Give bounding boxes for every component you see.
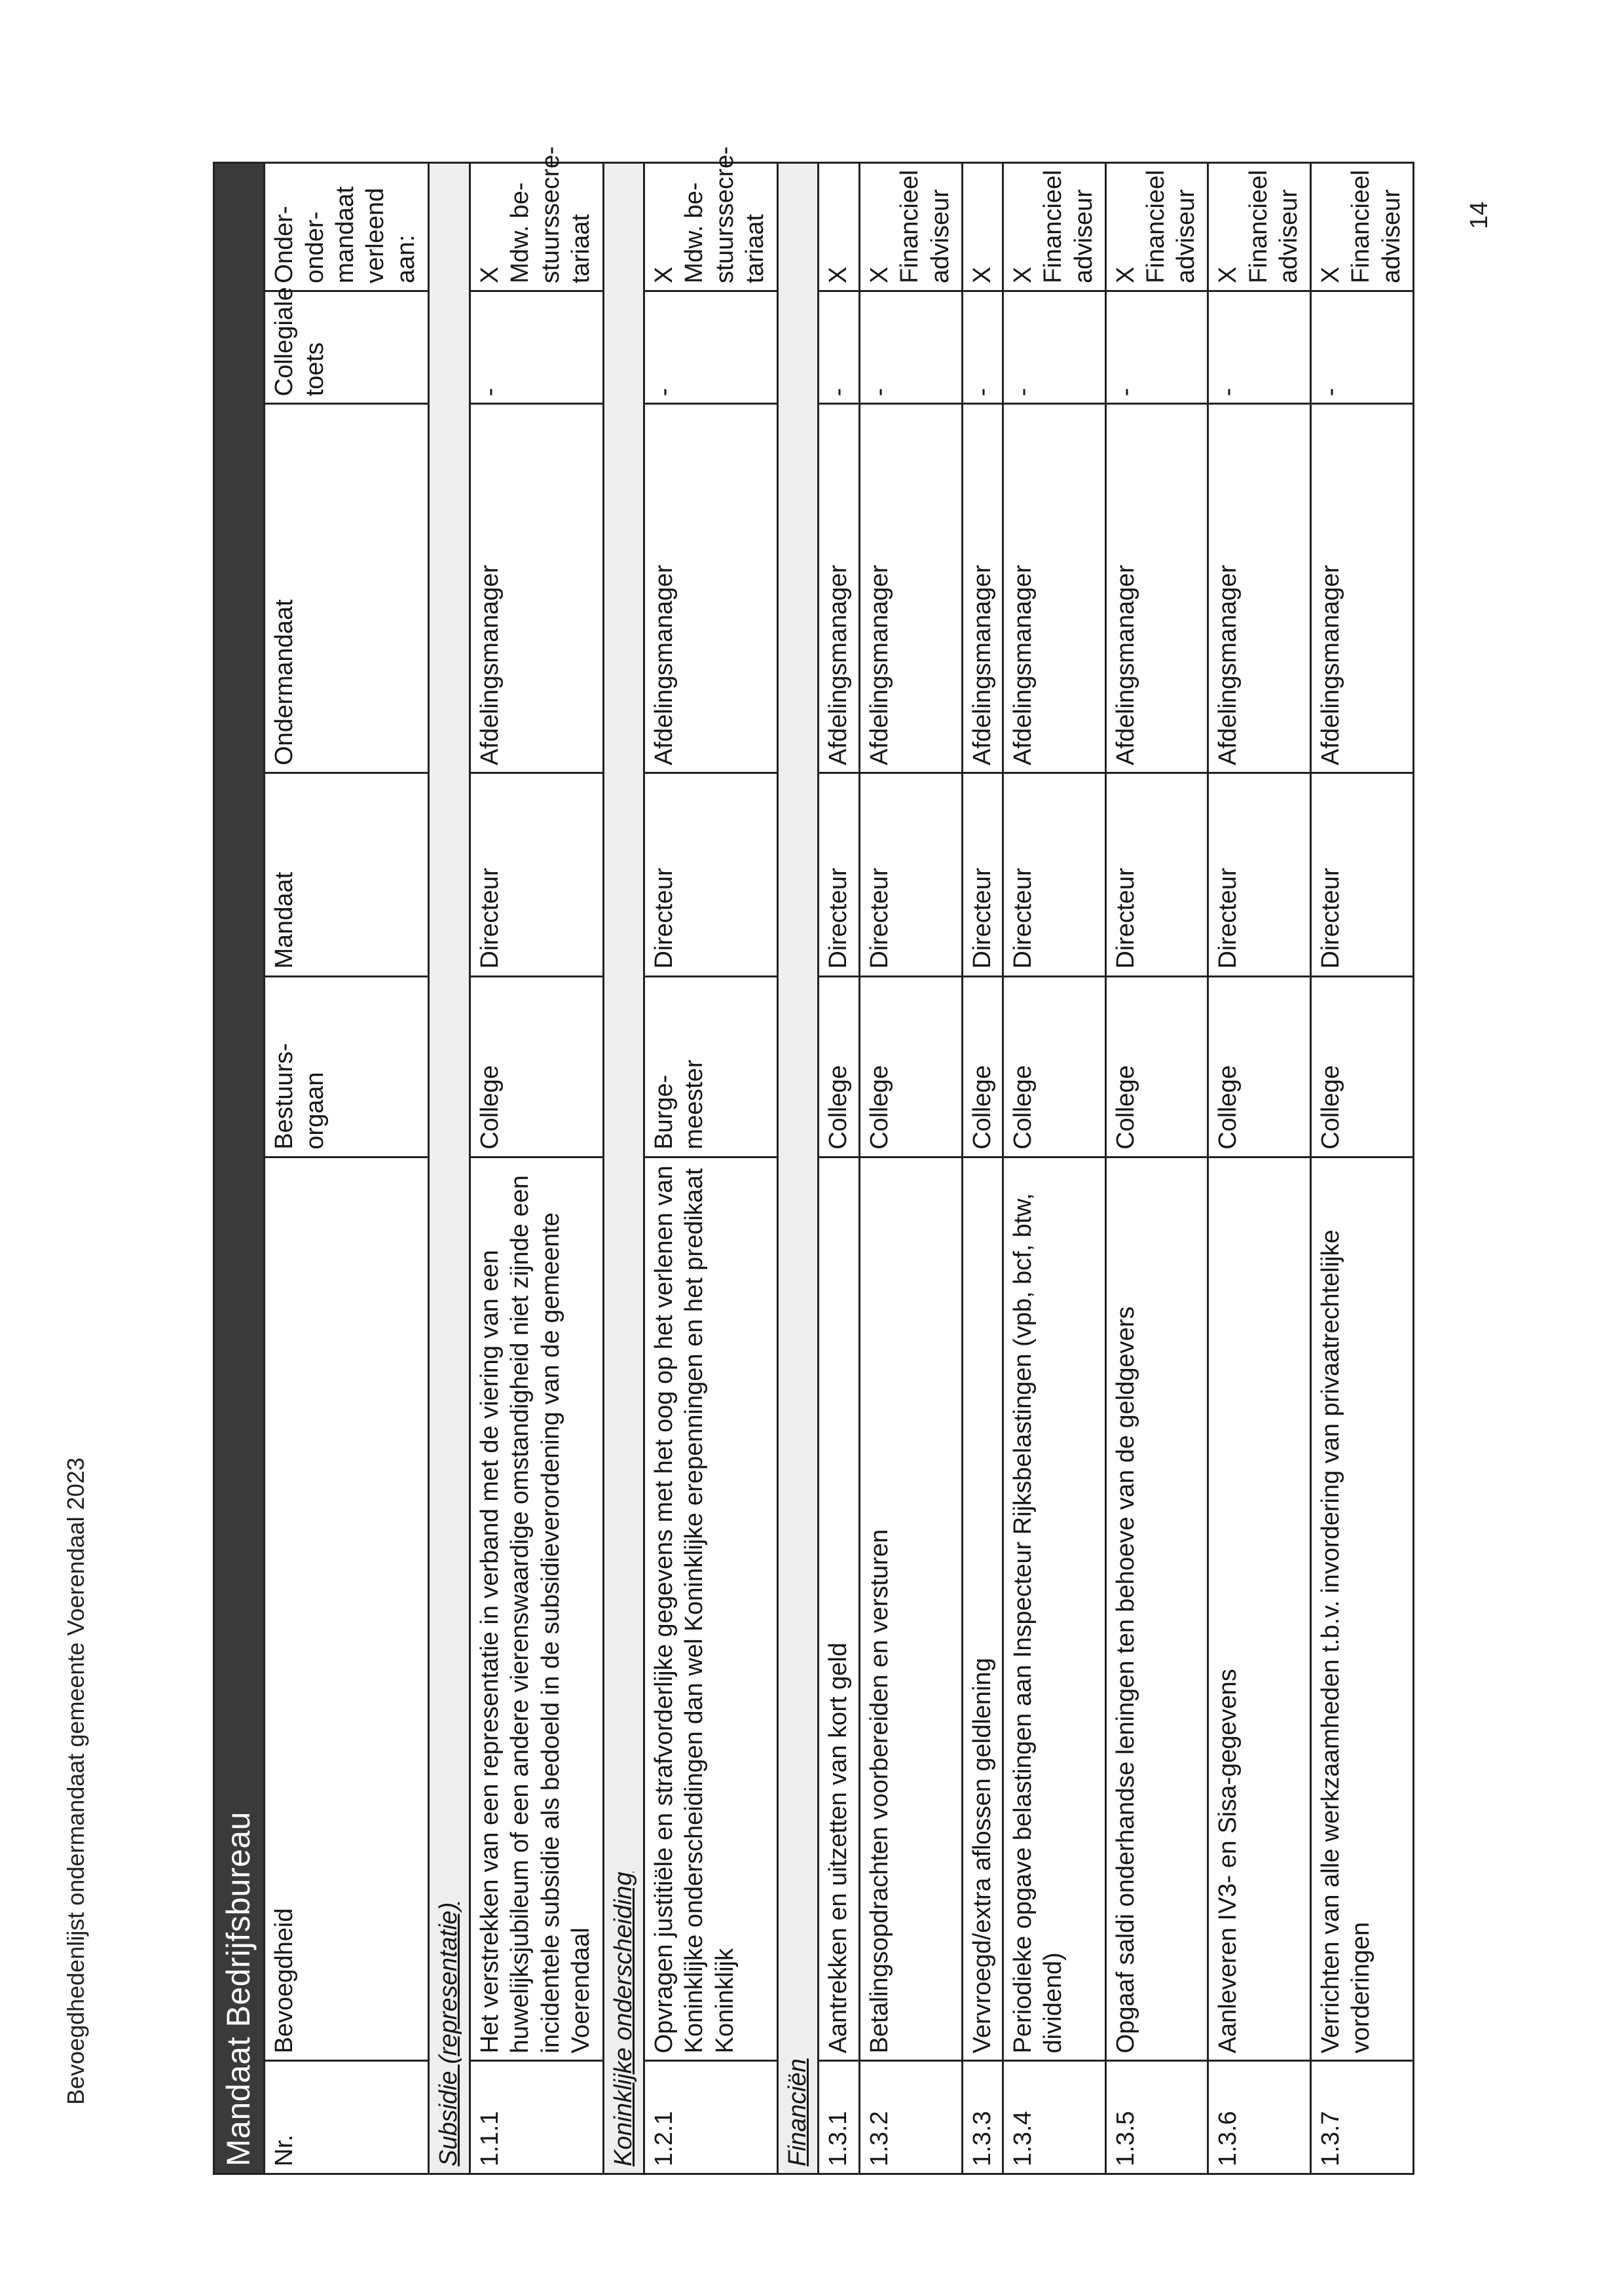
cell-bevoegdheid: Opvragen justitiële en strafvorderlijke gegevens met het oog op het verlenen van Koninklijke onderscheidingen dan wel Koninklijke erepenningen en het predikaat Koninklijk: [644, 1157, 778, 2061]
cell-ondermandaat: Afdelingsmanager: [1105, 404, 1208, 773]
table-row: [1105, 163, 1208, 2174]
cell-collegiale-toets: -: [859, 291, 962, 404]
table-row: [644, 163, 778, 2174]
cell-bestuursorgaan: College: [1208, 976, 1311, 1157]
cell-bestuursorgaan: College: [1311, 976, 1414, 1157]
cell-nr: 1.2.1: [644, 2061, 778, 2174]
section-title: Financiën: [777, 163, 818, 2174]
table-row: [819, 163, 859, 2174]
cell-bestuursorgaan: College: [962, 976, 1003, 1157]
cell-bestuursorgaan: College: [1003, 976, 1105, 1157]
cell-collegiale-toets: -: [1208, 291, 1311, 404]
section-row: [603, 163, 644, 2174]
cell-onder-ondermandaat: X Financieel adviseur: [1105, 163, 1208, 291]
cell-ondermandaat: Afdelingsmanager: [962, 404, 1003, 773]
cell-onder-ondermandaat: X Financieel adviseur: [1208, 163, 1311, 291]
section-title: Subsidie (representatie): [429, 163, 470, 2174]
cell-nr: 1.3.5: [1105, 2061, 1208, 2174]
cell-ondermandaat: Afdelingsmanager: [1311, 404, 1414, 773]
cell-bevoegdheid: Betalingsopdrachten voorbereiden en versturen: [859, 1157, 962, 2061]
cell-bestuursorgaan: College: [819, 976, 859, 1157]
cell-nr: 1.3.7: [1311, 2061, 1414, 2174]
mandate-table: [213, 146, 1414, 2175]
cell-nr: 1.1.1: [470, 2061, 603, 2174]
cell-nr: 1.3.6: [1208, 2061, 1311, 2174]
cell-collegiale-toets: -: [819, 291, 859, 404]
table-title: Mandaat Bedrijfsbureau: [214, 163, 265, 2174]
cell-ondermandaat: Afdelingsmanager: [644, 404, 778, 773]
cell-bevoegdheid: Periodieke opgave belastingen aan Inspecteur Rijksbelastingen (vpb, bcf, btw, dividend): [1003, 1157, 1105, 2061]
cell-bevoegdheid: Vervroegd/extra aflossen geldlening: [962, 1157, 1003, 2061]
cell-onder-ondermandaat: X: [819, 163, 859, 291]
cell-bevoegdheid: Aanleveren IV3- en Sisa-gegevens: [1208, 1157, 1311, 2061]
cell-collegiale-toets: -: [644, 291, 778, 404]
cell-bevoegdheid: Het verstrekken van een representatie in verband met de viering van een huwelijksjubileum of een andere vierenswaardige omstandigheid niet zijnde een incidentele subsidie als bedoeld in de subsidieverordening van de gemeente Voerendaal: [470, 1157, 603, 2061]
cell-ondermandaat: Afdelingsmanager: [470, 404, 603, 773]
cell-ondermandaat: Afdelingsmanager: [819, 404, 859, 773]
cell-mandaat: Directeur: [859, 773, 962, 977]
header-collegiale-toets: Collegiale toets: [265, 291, 429, 404]
cell-mandaat: Directeur: [470, 773, 603, 977]
cell-nr: 1.3.4: [1003, 2061, 1105, 2174]
page-header: Bevoegdhedenlijst ondermandaat gemeente Voerendaal 2023: [62, 1457, 89, 2105]
table-row: [962, 163, 1003, 2174]
cell-collegiale-toets: -: [962, 291, 1003, 404]
cell-nr: 1.3.1: [819, 2061, 859, 2174]
table-row: [470, 163, 603, 2174]
table-row: [859, 163, 962, 2174]
cell-nr: 1.3.3: [962, 2061, 1003, 2174]
cell-onder-ondermandaat: X Financieel adviseur: [1311, 163, 1414, 291]
cell-bestuursorgaan: College: [470, 976, 603, 1157]
cell-collegiale-toets: -: [470, 291, 603, 404]
header-bestuursorgaan: Bestuurs- orgaan: [265, 976, 429, 1157]
table-header-row: [265, 163, 429, 2174]
cell-ondermandaat: Afdelingsmanager: [1003, 404, 1105, 773]
cell-onder-ondermandaat: X Mdw. be- stuurssecre- tariaat: [644, 163, 778, 291]
cell-mandaat: Directeur: [644, 773, 778, 977]
cell-mandaat: Directeur: [1311, 773, 1414, 977]
cell-collegiale-toets: -: [1003, 291, 1105, 404]
cell-ondermandaat: Afdelingsmanager: [859, 404, 962, 773]
cell-bestuursorgaan: College: [859, 976, 962, 1157]
cell-onder-ondermandaat: X Mdw. be- stuurssecre- tariaat: [470, 163, 603, 291]
cell-mandaat: Directeur: [819, 773, 859, 977]
table-row: [1208, 163, 1311, 2174]
header-nr: Nr.: [265, 2061, 429, 2174]
table-title-row: [214, 163, 265, 2174]
cell-onder-ondermandaat: X: [962, 163, 1003, 291]
cell-ondermandaat: Afdelingsmanager: [1208, 404, 1311, 773]
section-row: [429, 163, 470, 2174]
mandate-table-container: [213, 146, 1414, 2175]
table-row: [1003, 163, 1105, 2174]
cell-bevoegdheid: Aantrekken en uitzetten van kort geld: [819, 1157, 859, 2061]
cell-collegiale-toets: -: [1311, 291, 1414, 404]
cell-collegiale-toets: -: [1105, 291, 1208, 404]
cell-onder-ondermandaat: X Financieel adviseur: [1003, 163, 1105, 291]
header-mandaat: Mandaat: [265, 773, 429, 977]
cell-bestuursorgaan: College: [1105, 976, 1208, 1157]
cell-nr: 1.3.2: [859, 2061, 962, 2174]
header-bevoegdheid: Bevoegdheid: [265, 1157, 429, 2061]
page-number: 14: [1466, 201, 1493, 229]
cell-mandaat: Directeur: [962, 773, 1003, 977]
cell-onder-ondermandaat: X Financieel adviseur: [859, 163, 962, 291]
header-ondermandaat: Ondermandaat: [265, 404, 429, 773]
section-title: Koninklijke onderscheiding: [603, 163, 644, 2174]
cell-bevoegdheid: Verrichten van alle werkzaamheden t.b.v. invordering van privaatrechtelijke vorderingen: [1311, 1157, 1414, 2061]
table-row: [1311, 163, 1414, 2174]
cell-bevoegdheid: Opgaaf saldi onderhandse leningen ten behoeve van de geldgevers: [1105, 1157, 1208, 2061]
header-onder-ondermandaat: Onder-onder- mandaat verleend aan:: [265, 163, 429, 291]
cell-bestuursorgaan: Burge- meester: [644, 976, 778, 1157]
section-row: [777, 163, 818, 2174]
cell-mandaat: Directeur: [1105, 773, 1208, 977]
cell-mandaat: Directeur: [1208, 773, 1311, 977]
cell-mandaat: Directeur: [1003, 773, 1105, 977]
